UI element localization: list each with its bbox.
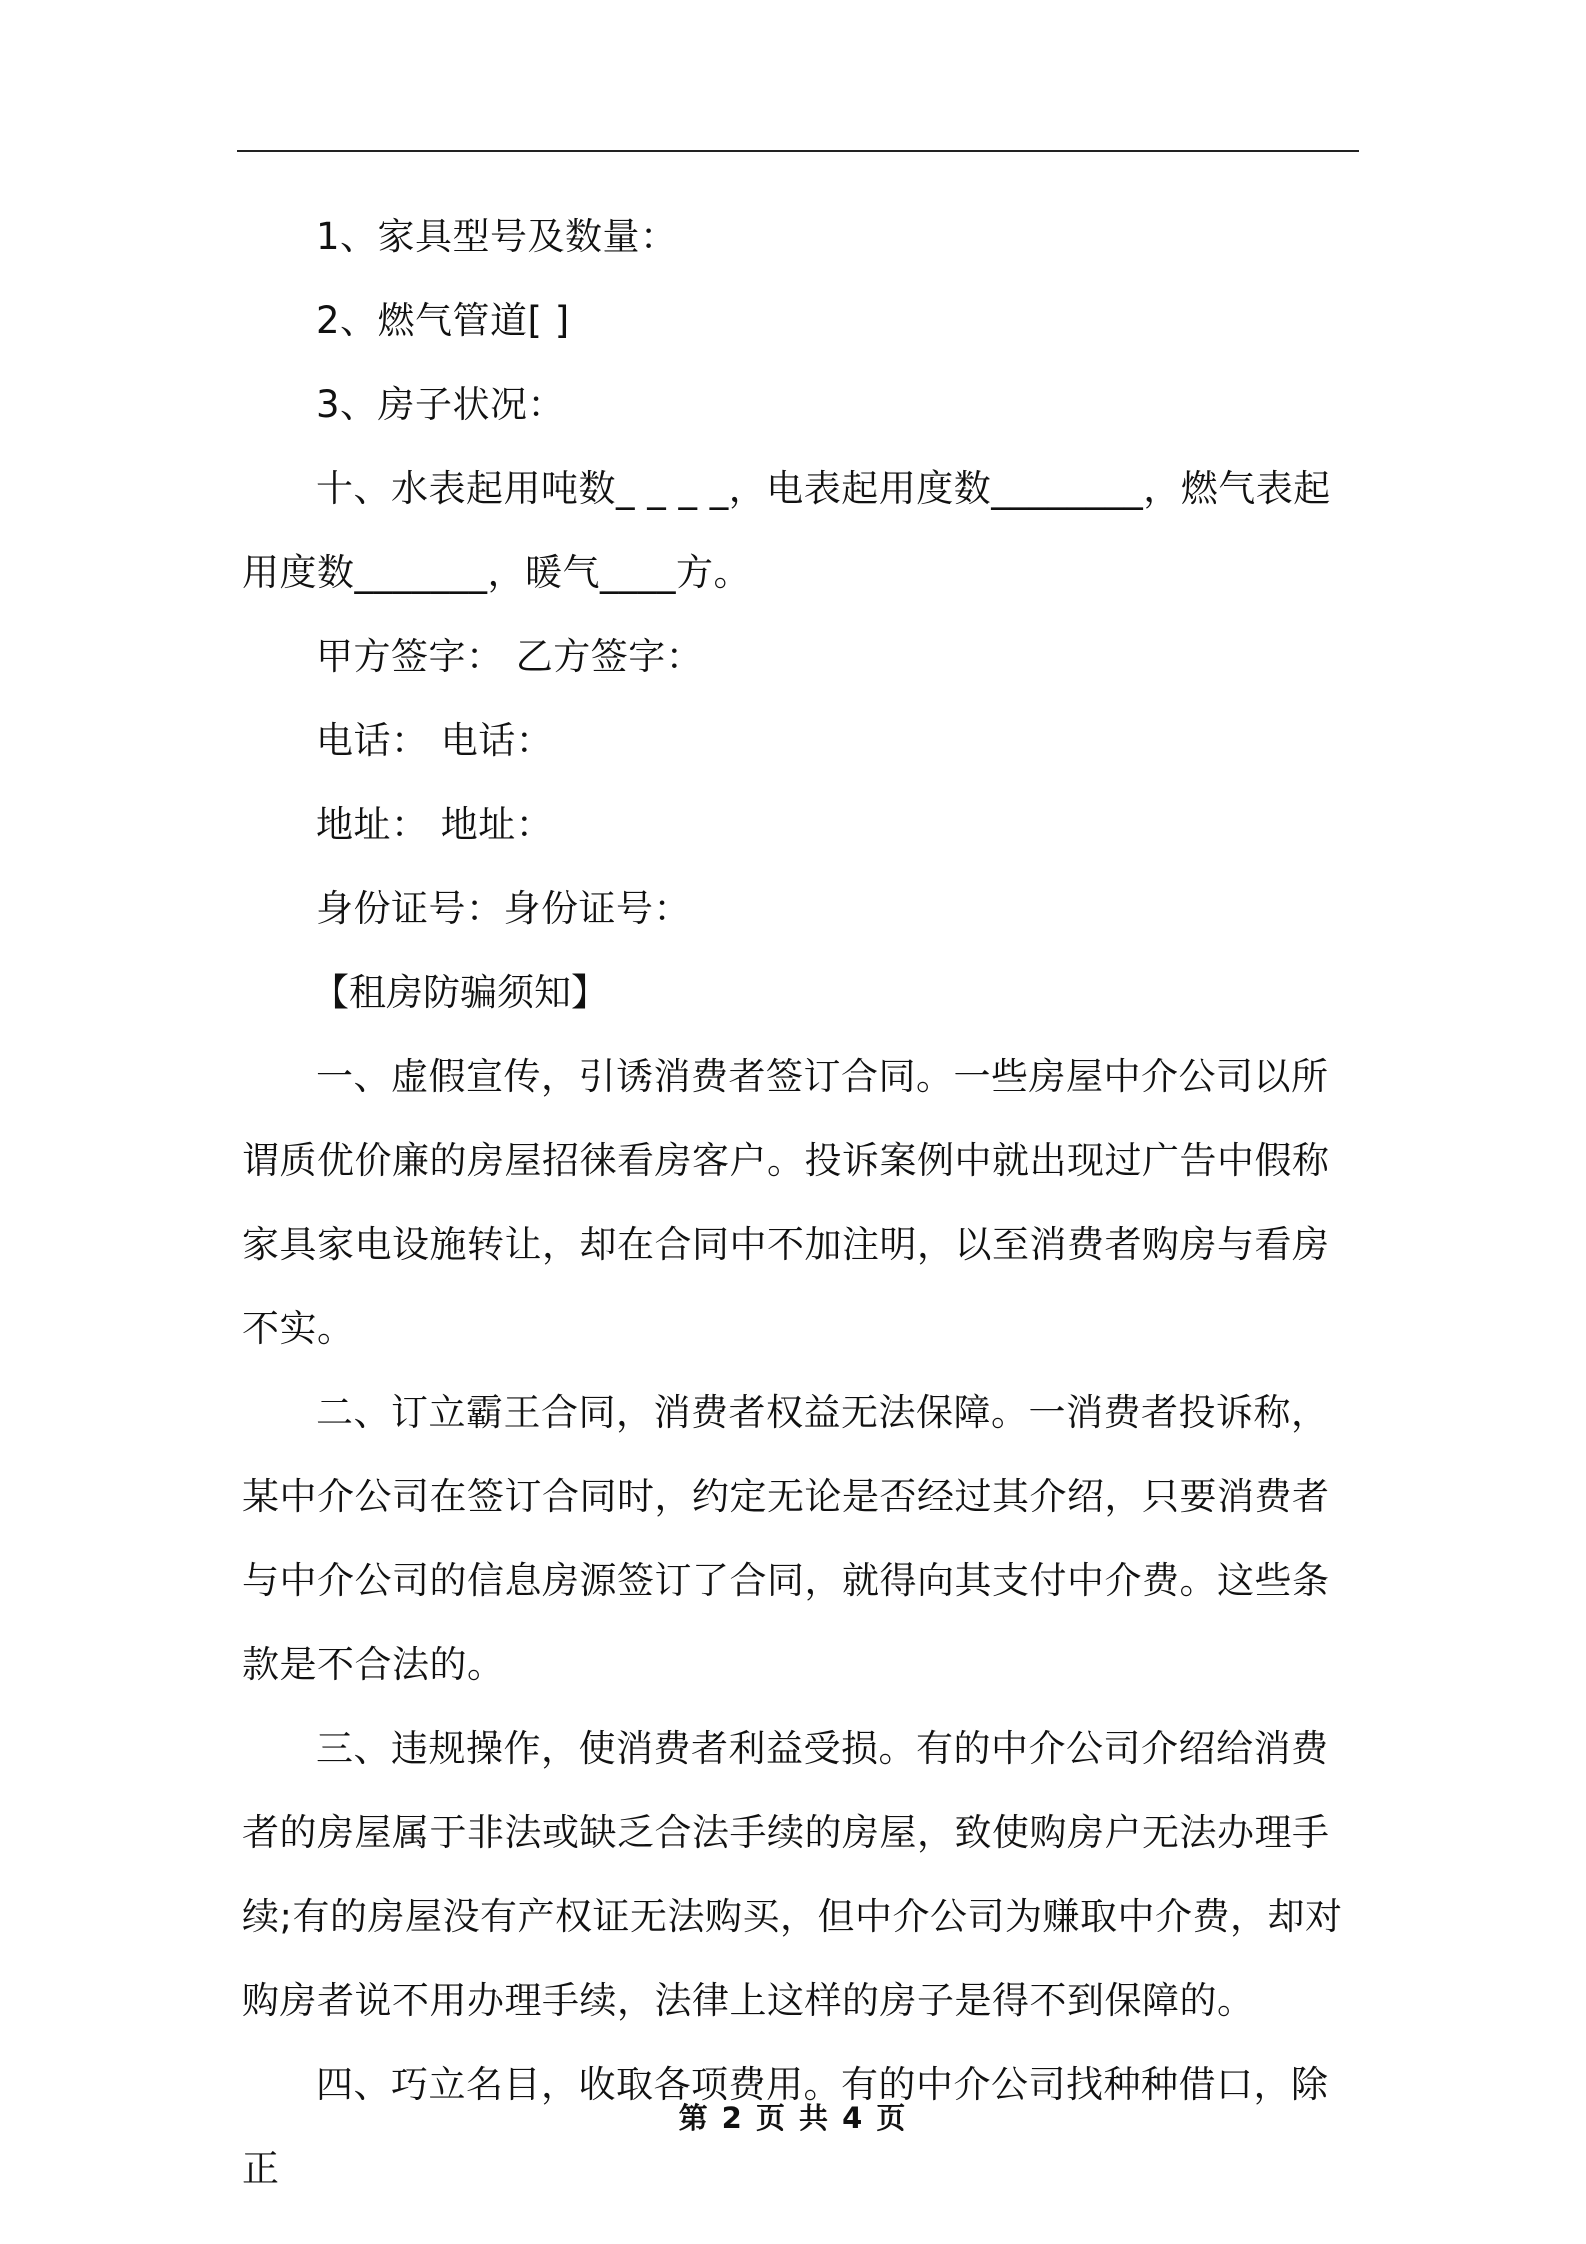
paragraph-unfair-contract: 二、订立霸王合同，消费者权益无法保障。一消费者投诉称，某中介公司在签订合同时，约定无论是否经过其介绍，只要消费者与中介公司的信息房源签订了合同，就得向其支付中介费。这些条款是不合法的。	[242, 1391, 1330, 1686]
address-line: 地址： 地址：	[316, 803, 554, 846]
page-number: 第 2 页 共 4 页	[678, 2101, 908, 2135]
id-number-line: 身份证号：身份证号：	[316, 887, 691, 930]
paragraph-illegal-operation: 三、违规操作，使消费者利益受损。有的中介公司介绍给消费者的房屋属于非法或缺乏合法手续的房屋，致使购房户无法办理手续;有的房屋没有产权证无法购买，但中介公司为赚取中介费，却对购房者说不用办理手续，法律上这样的房子是得不到保障的。	[242, 1727, 1343, 2022]
header-rule	[237, 150, 1359, 152]
phone-line: 电话： 电话：	[316, 719, 554, 762]
item-house-condition: 3、房子状况：	[316, 383, 566, 426]
item-gas-pipe: 2、燃气管道[ ]	[316, 299, 570, 342]
paragraph-false-advertising: 一、虚假宣传，引诱消费者签订合同。一些房屋中介公司以所谓质优价廉的房屋招徕看房客户。投诉案例中就出现过广告中假称家具家电设施转让，却在合同中不加注明，以至消费者购房与看房不实。	[242, 1055, 1330, 1350]
meter-readings-paragraph: 十、水表起用吨数_ _ _ _，电表起用度数________，燃气表起用度数_______，暖气____方。	[242, 467, 1331, 594]
document-body	[242, 195, 1356, 2211]
section-heading: 【租房防骗须知】	[312, 971, 608, 1014]
signature-line: 甲方签字： 乙方签字：	[316, 635, 704, 678]
item-furniture: 1、家具型号及数量：	[316, 215, 678, 258]
paragraph-extra-fees: 四、巧立名目，收取各项费用。有的中介公司找种种借口，除正	[242, 2063, 1329, 2190]
